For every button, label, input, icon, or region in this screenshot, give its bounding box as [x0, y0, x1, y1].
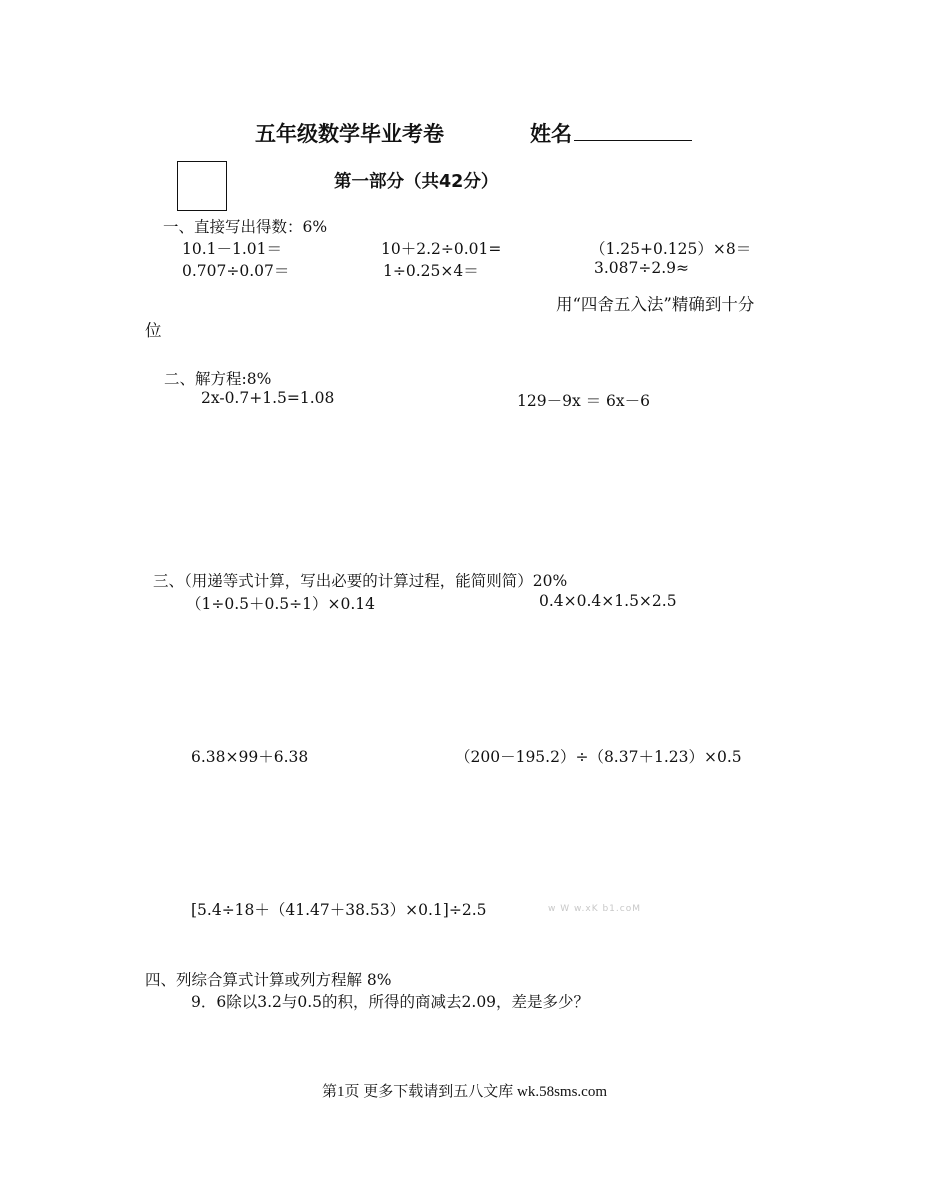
s1-r1-item1: 10.1－1.01＝ [182, 240, 283, 258]
s3-problem3: 6.38×99＋6.38 [191, 748, 309, 766]
s2-eq2: 129－9x ＝ 6x－6 [517, 392, 651, 410]
s1-note-line2: 位 [145, 321, 162, 340]
s4-question1: 9．6除以3.2与0.5的积，所得的商减去2.09，差是多少？ [191, 993, 590, 1011]
part-title: 第一部分（共42分） [334, 172, 499, 192]
s2-eq1: 2x-0.7+1.5=1.08 [201, 389, 335, 407]
section2-heading: 二、解方程:8% [164, 370, 272, 388]
name-blank [574, 120, 692, 141]
s1-note-line1: 用“四舍五入法”精确到十分 [556, 295, 755, 314]
section3-heading: 三、（用递等式计算，写出必要的计算过程，能简则简）20% [153, 572, 568, 590]
name-label: 姓名 [530, 122, 572, 146]
score-box [177, 161, 227, 211]
watermark: w W w.xK b1.coM [548, 904, 641, 914]
name-field [530, 118, 692, 148]
exam-title: 五年级数学毕业考卷 [255, 122, 444, 146]
s3-problem5: [5.4÷18＋（41.47＋38.53）×0.1]÷2.5 [191, 901, 487, 919]
s3-problem2: 0.4×0.4×1.5×2.5 [539, 592, 677, 610]
page-footer: 第1页 更多下载请到五八文库 wk.58sms.com [322, 1084, 608, 1100]
s1-r2-item2: 1÷0.25×4＝ [383, 262, 479, 280]
s3-problem1: （1÷0.5＋0.5÷1）×0.14 [186, 595, 375, 613]
s1-r1-item3: （1.25+0.125）×8＝ [590, 240, 752, 258]
page-title [255, 118, 444, 148]
s1-r2-item3: 3.087÷2.9≈ [594, 259, 689, 277]
section4-heading: 四、列综合算式计算或列方程解 8% [145, 971, 392, 989]
section1-heading: 一、直接写出得数：6% [163, 218, 328, 236]
s1-r2-item1: 0.707÷0.07＝ [182, 262, 290, 280]
s3-problem4: （200－195.2）÷（8.37＋1.23）×0.5 [455, 748, 742, 766]
s1-r1-item2: 10＋2.2÷0.01= [381, 240, 502, 258]
